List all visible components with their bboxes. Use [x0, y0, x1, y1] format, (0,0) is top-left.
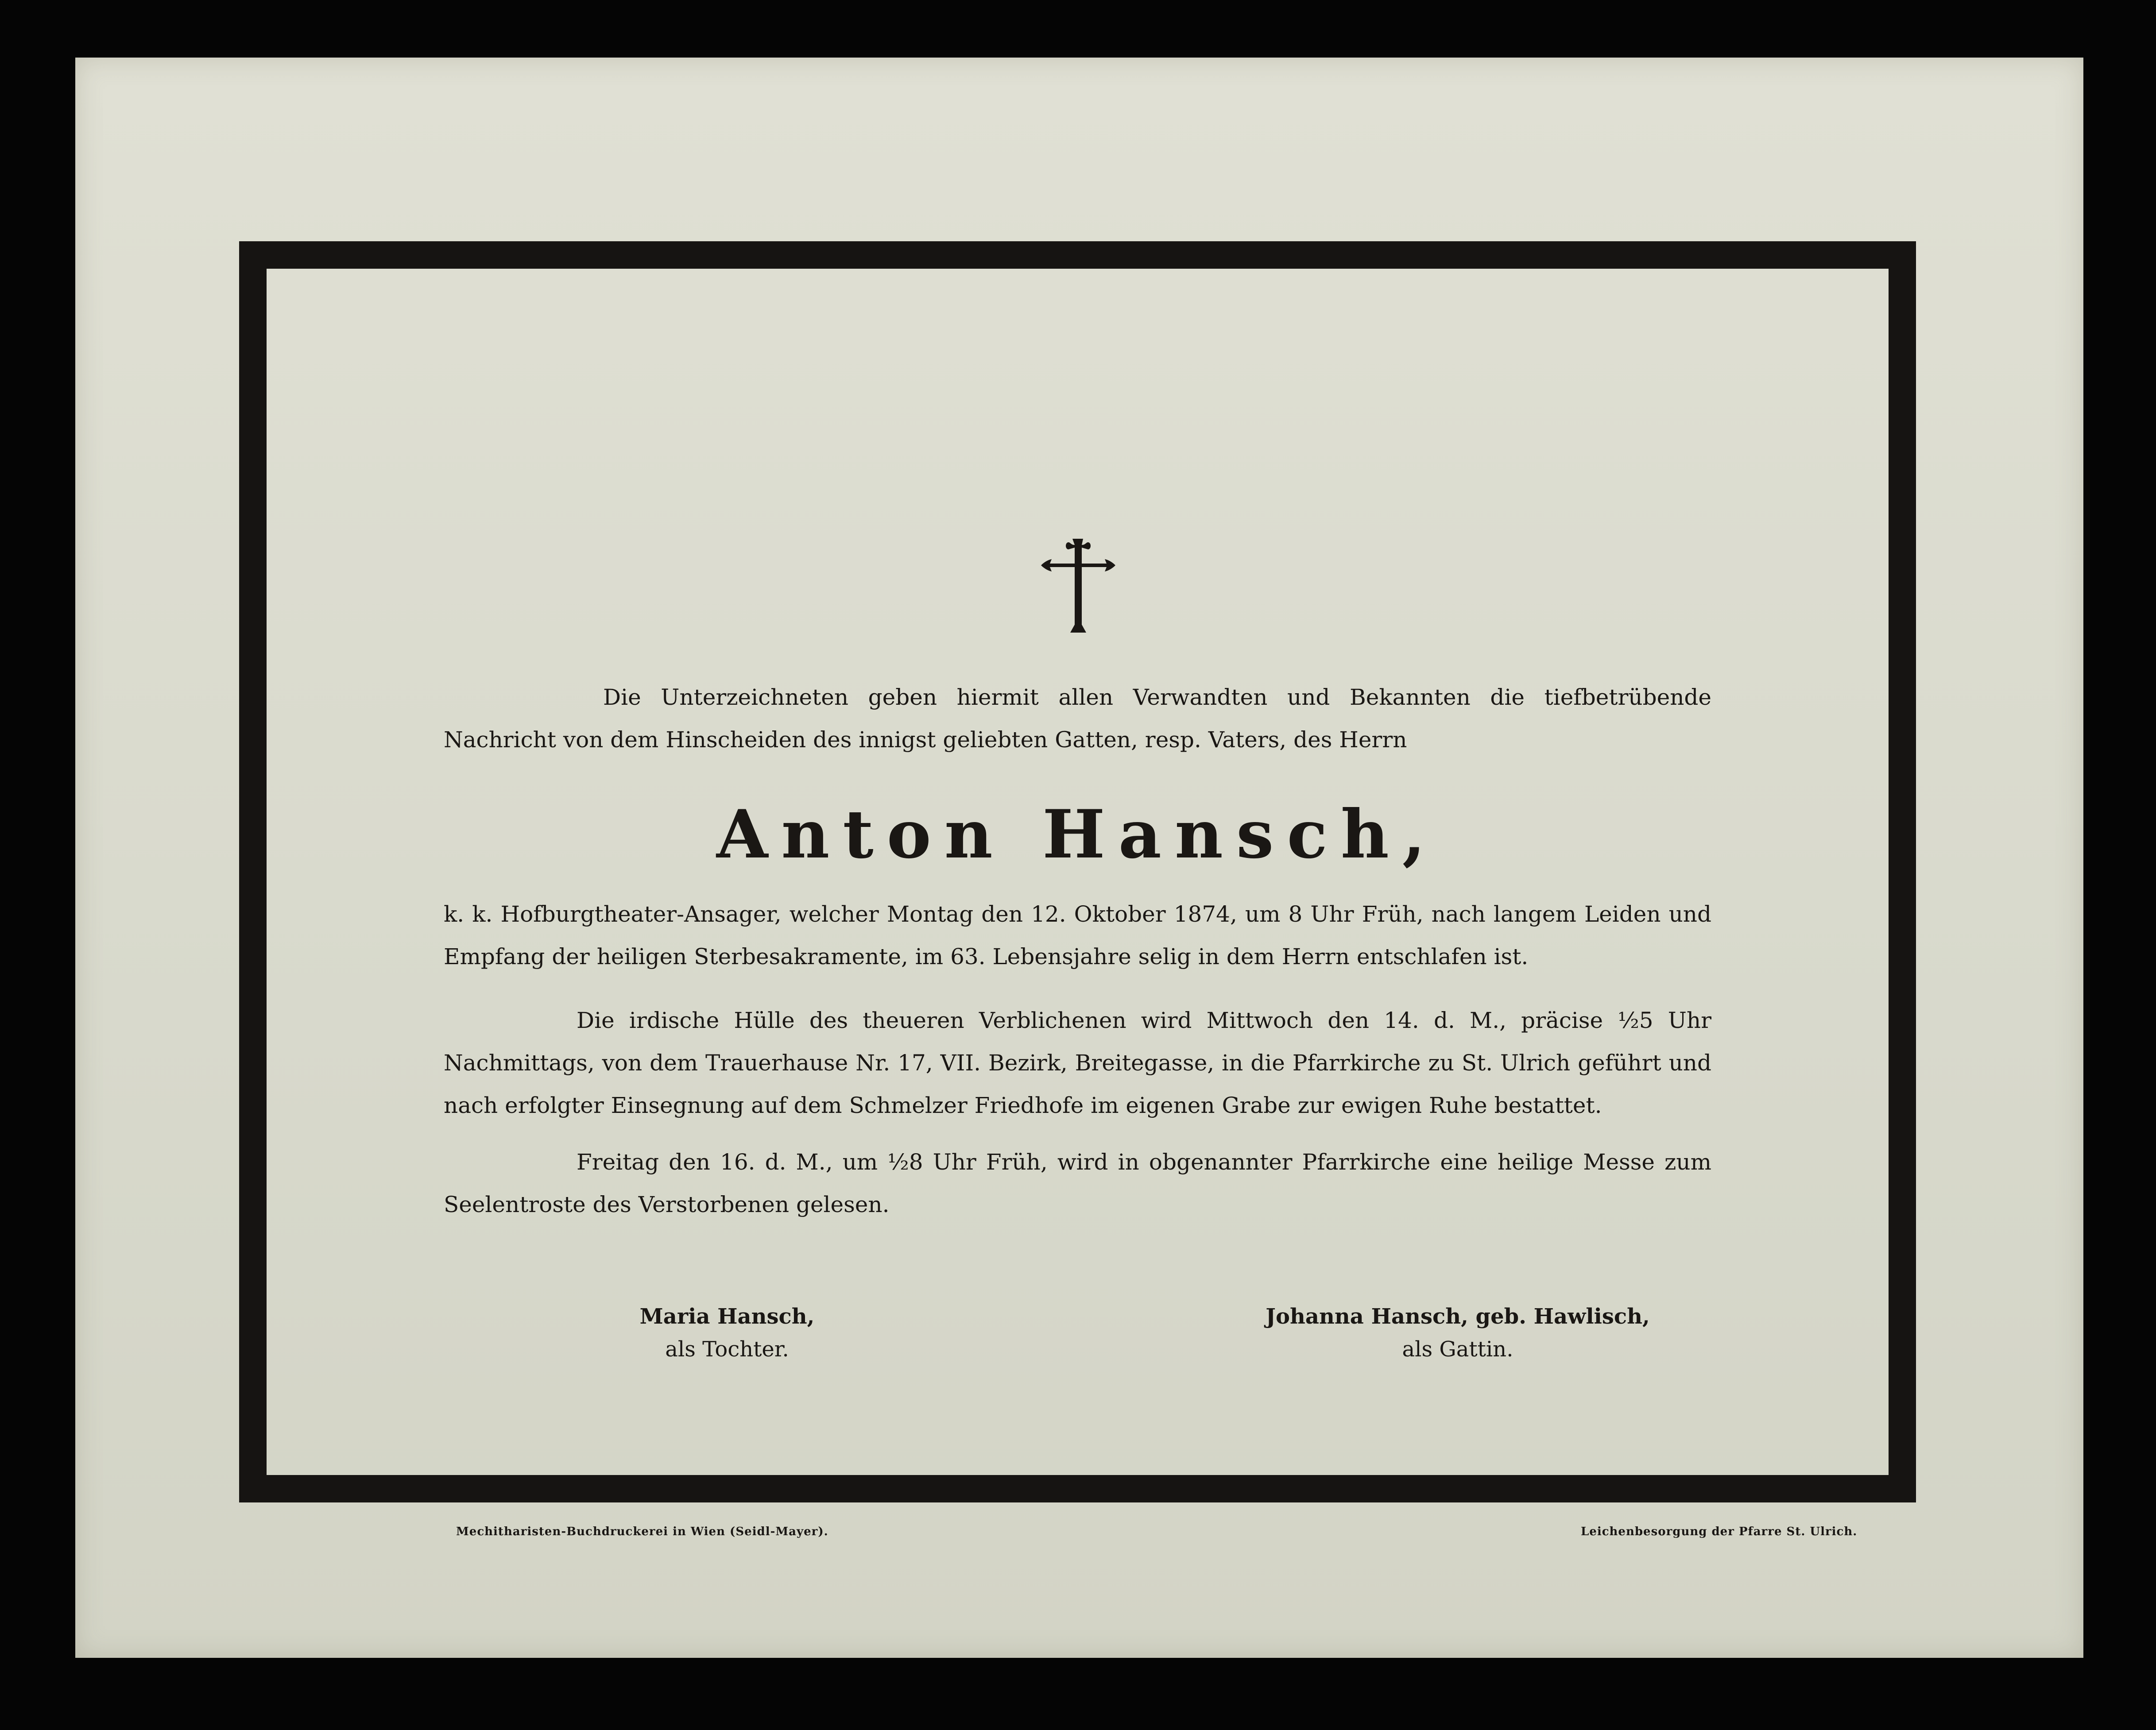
death-notice-sheet [75, 58, 2083, 1658]
signatory-wife [1258, 1300, 1657, 1366]
details-paragraph: k. k. Hofburgtheater-Ansager, welcher Montag den 12. Oktober 1874, um 8 Uhr Früh, nach langem Leiden und Empfang der heiligen Sterbesakramente, im 63. Lebensjahre selig in dem Herrn entschlafen ist. [444, 901, 1711, 969]
notice-body [267, 269, 1889, 1475]
signatory-name: Maria Hansch, [639, 1304, 815, 1329]
signatory-role: als Gattin. [1402, 1337, 1513, 1362]
deceased-name: Anton Hansch, [716, 795, 1439, 873]
printer-credit: Mechitharisten-Buchdruckerei in Wien (Seidl-Mayer). [456, 1525, 828, 1538]
undertaker-credit: Leichenbesorgung der Pfarre St. Ulrich. [1581, 1525, 1858, 1538]
signatory-daughter [612, 1300, 842, 1366]
mourning-border [239, 241, 1916, 1502]
signatory-role: als Tochter. [665, 1337, 789, 1362]
signatory-name: Johanna Hansch, geb. Hawlisch, [1266, 1304, 1650, 1329]
intro-paragraph: Die Unterzeichneten geben hiermit allen Verwandten und Bekannten die tiefbetrübende Nachricht von dem Hinscheiden des innigst geliebten Gatten, resp. Vaters, des Herrn [444, 684, 1711, 753]
latin-cross-icon [1033, 534, 1122, 645]
mass-paragraph: Freitag den 16. d. M., um ½8 Uhr Früh, wird in obgenannter Pfarrkirche eine heilige Messe zum Seelentroste des Verstorbenen gelesen. [444, 1149, 1711, 1217]
funeral-paragraph: Die irdische Hülle des theueren Verblichenen wird Mittwoch den 14. d. M., präcise ½5 Uhr Nachmittags, von dem Trauerhause Nr. 17, VII. Bezirk, Breitegasse, in die Pfarrkirche zu St. Ulrich geführt und nach erfolgter Einsegnung auf dem Schmelzer Friedhofe im eigenen Grabe zur ewigen Ruhe bestattet. [444, 1008, 1711, 1118]
